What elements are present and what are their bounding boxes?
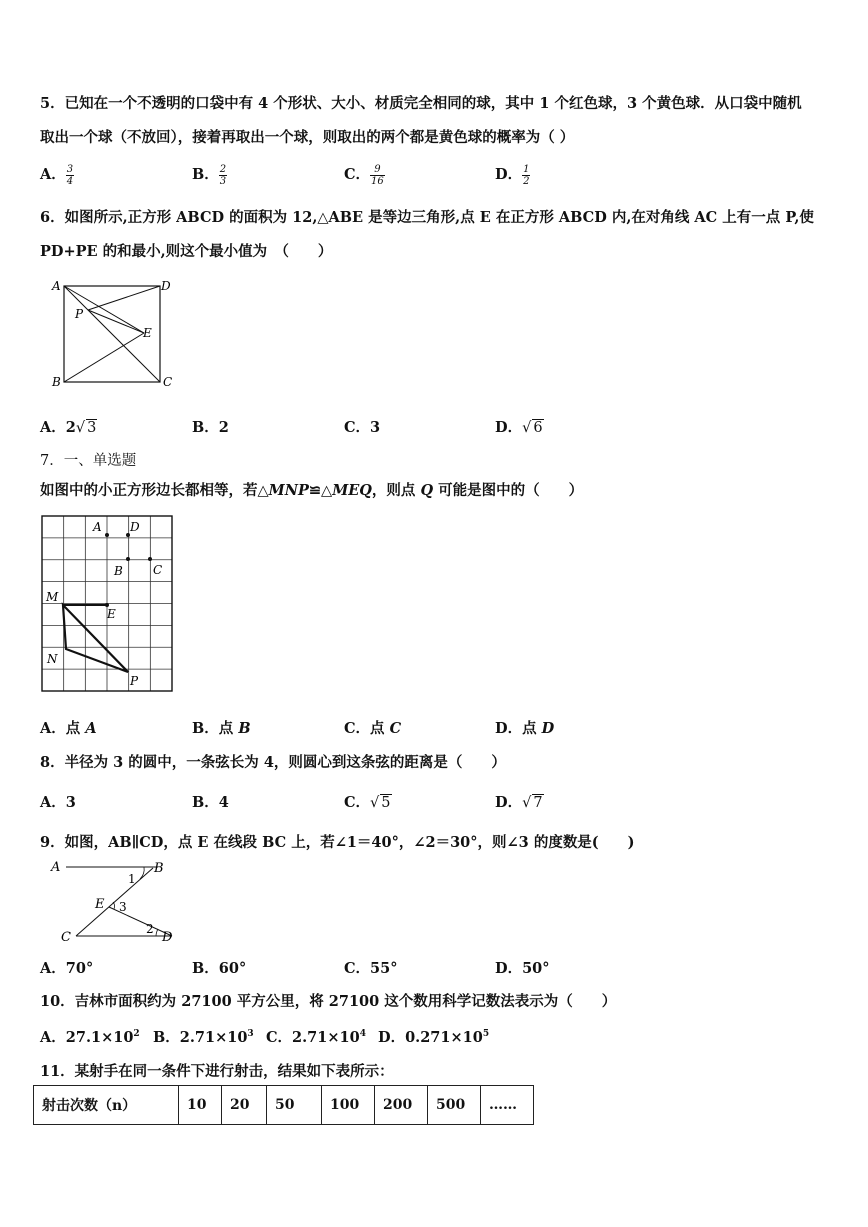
q6-label-p: P: [75, 307, 84, 321]
q6-option-c: C．3: [344, 419, 381, 436]
q5-option-d: D． $\frac{1}{2}$: [495, 163, 530, 187]
q10-option-a: A．$27.1\times 10^2$: [40, 1029, 140, 1046]
q9-label-c: C: [61, 930, 71, 945]
q8-option-d: D．√ 7: [495, 794, 543, 811]
q7-label-b: B: [114, 564, 123, 578]
table-row: [34, 1086, 534, 1125]
table-cell: ……: [481, 1086, 534, 1125]
q10-option-c: C．$2.71\times 10^4$: [266, 1029, 366, 1046]
q5-stem-line1: 5．已知在一个不透明的口袋中有 4 个形状、大小、材质完全相同的球，其中 1 个红色球，3 个黄色球．从口袋中随机: [40, 95, 802, 112]
q9-option-b: B．60°: [192, 960, 247, 977]
q7-label-p: P: [130, 674, 139, 688]
q8-option-b: B．4: [192, 794, 229, 811]
q7-label-e: E: [107, 607, 116, 621]
table-cell: 100: [322, 1086, 375, 1125]
q9-label-d: D: [162, 930, 173, 945]
q9-option-c: C．55°: [344, 960, 398, 977]
q6-stem-line1: 6．如图所示,正方形 ABCD 的面积为 12,△ABE 是等边三角形,点 E 在正方形 ABCD 内,在对角线 AC 上有一点 P,使: [40, 209, 814, 226]
q10-option-d: D．$0.271\times 10^5$: [378, 1029, 490, 1046]
q9-option-d: D．50°: [495, 960, 550, 977]
q9-stem: 9．如图，AB∥CD，点 E 在线段 BC 上，若∠1＝40°，∠2＝30°，则∠3 的度数是( ): [40, 834, 635, 851]
q9-label-e: E: [95, 897, 105, 912]
q6-label-a: A: [52, 279, 61, 293]
q6-label-e: E: [143, 326, 152, 340]
table-cell-header: 射击次数（n）: [34, 1086, 179, 1125]
q6-stem-line2: PD+PE 的和最小,则这个最小值为 （ ）: [40, 243, 333, 260]
q6-option-d: D．√ 6: [495, 419, 543, 436]
table-cell: 200: [375, 1086, 428, 1125]
q9-angle-1-label: 1: [128, 872, 136, 886]
q11-results-table: [33, 1085, 534, 1125]
q7-option-d: D．点 D: [495, 720, 555, 737]
q7-grid-figure: [38, 512, 178, 694]
q7-option-b: B．点 B: [192, 720, 251, 737]
q6-label-d: D: [161, 279, 171, 293]
q8-stem: 8．半径为 3 的圆中，一条弦长为 4，则圆心到这条弦的距离是（ ）: [40, 754, 506, 771]
q10-stem: 10．吉林市面积约为 27100 平方公里，将 27100 这个数用科学记数法表示为（ ）: [40, 993, 617, 1010]
q5-option-c: C． $\frac{9}{16}$: [344, 163, 384, 187]
q5-stem-line2: 取出一个球（不放回），接着再取出一个球，则取出的两个都是黄色球的概率为（ ）: [40, 129, 575, 146]
q7-section-heading: 7．一、单选题: [40, 453, 137, 469]
q7-label-a: A: [93, 520, 102, 534]
q8-option-a: A．3: [40, 794, 76, 811]
q7-label-c: C: [153, 563, 163, 577]
q5-option-b: B． $\frac{2}{3}$: [192, 163, 227, 187]
q6-label-b: B: [52, 375, 61, 389]
q8-option-c: C．√ 5: [344, 794, 391, 811]
q9-label-a: A: [51, 860, 61, 875]
table-cell: 50: [267, 1086, 322, 1125]
q7-option-c: C．点 C: [344, 720, 402, 737]
q10-option-b: B．$2.71\times 10^3$: [153, 1029, 254, 1046]
q9-label-b: B: [154, 861, 164, 876]
q6-option-a: A．2√ 3: [40, 419, 97, 436]
q7-option-a: A．点 A: [40, 720, 97, 737]
table-cell: 500: [428, 1086, 481, 1125]
q6-option-b: B．2: [192, 419, 229, 436]
q9-parallel-figure: [48, 855, 183, 945]
q11-stem: 11．某射手在同一条件下进行射击，结果如下表所示：: [40, 1063, 394, 1080]
q7-stem: 如图中的小正方形边长都相等，若△MNP≌△MEQ，则点 Q 可能是图中的（ ）: [40, 482, 584, 499]
q9-option-a: A．70°: [40, 960, 94, 977]
q7-label-d: D: [130, 520, 140, 534]
q7-label-n: N: [47, 652, 58, 666]
table-cell: 20: [222, 1086, 267, 1125]
q9-angle-3-label: 3: [119, 900, 127, 914]
q5-option-a: A． $\frac{3}{4}$: [40, 163, 74, 187]
q9-angle-2-label: 2: [146, 922, 154, 936]
q6-square-figure: [48, 278, 178, 390]
table-cell: 10: [179, 1086, 222, 1125]
q6-label-c: C: [163, 375, 173, 389]
q7-label-m: M: [46, 590, 59, 604]
